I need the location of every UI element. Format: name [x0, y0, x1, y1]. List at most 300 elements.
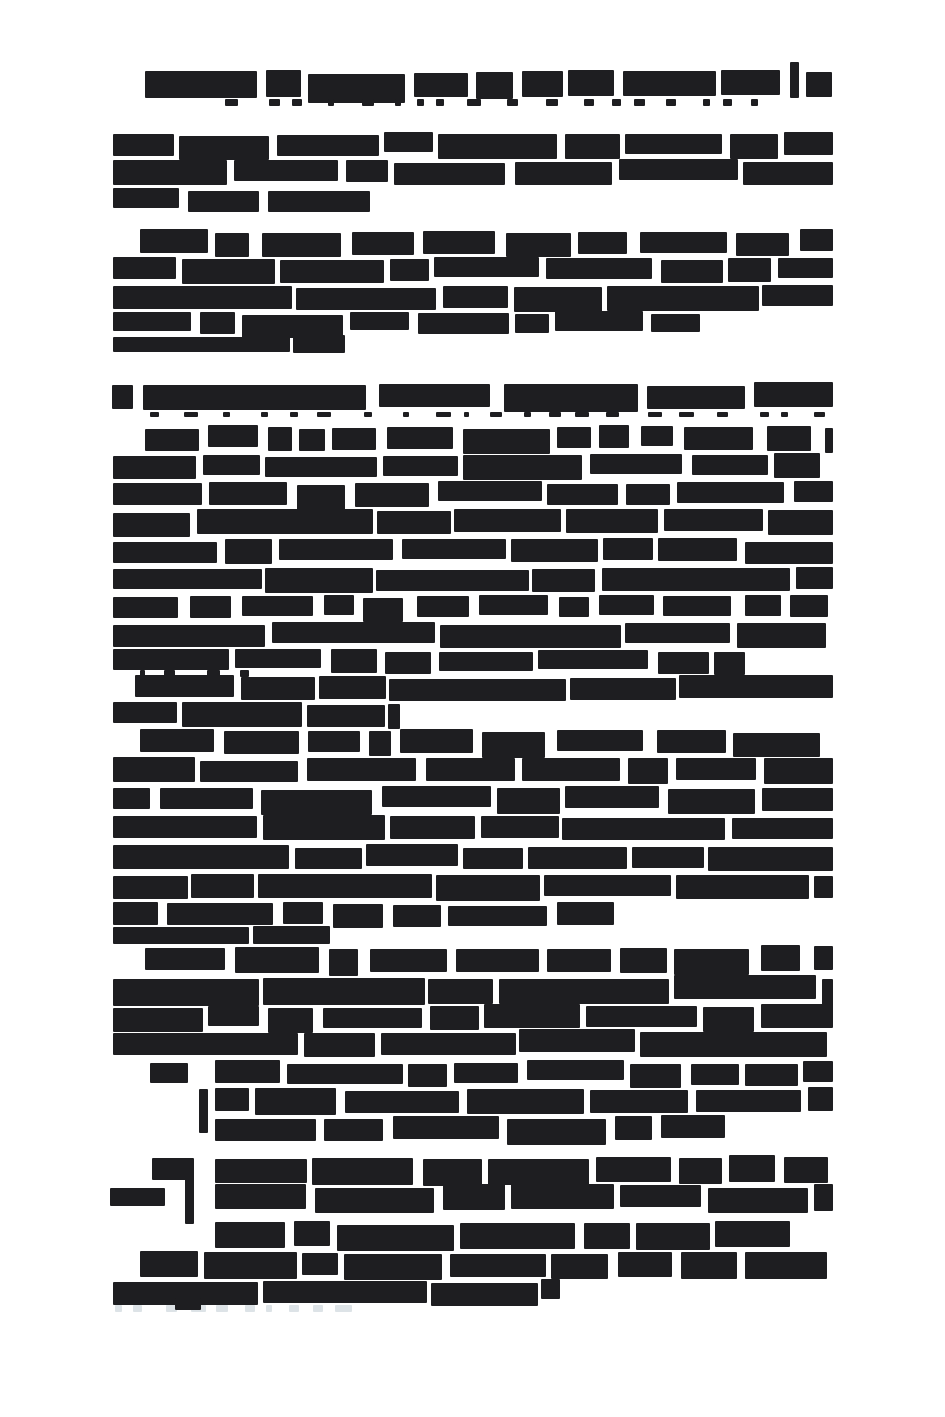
text-line [113, 134, 833, 156]
word-blob [658, 538, 737, 561]
word-blob [215, 1159, 307, 1183]
word-blob [417, 596, 469, 617]
word-blob [253, 926, 330, 944]
word-blob [499, 979, 669, 1004]
word-blob [541, 1279, 560, 1299]
word-blob [544, 875, 671, 896]
word-blob [293, 335, 345, 353]
word-blob [515, 314, 549, 333]
word-blob [235, 947, 319, 973]
word-blob [715, 1221, 790, 1247]
word-blob [721, 70, 780, 95]
word-blob [377, 511, 451, 534]
word-blob [708, 1188, 808, 1213]
word-blob [514, 287, 602, 312]
text-line [115, 1305, 360, 1312]
text-line [113, 1281, 560, 1303]
word-blob [307, 758, 416, 781]
word-blob [140, 729, 214, 752]
heading-enumerator-blob [112, 385, 133, 409]
word-blob [376, 570, 529, 591]
word-blob [454, 509, 561, 532]
word-blob [389, 679, 566, 701]
word-blob [113, 1033, 298, 1055]
word-blob [113, 902, 158, 925]
word-blob [596, 1157, 671, 1182]
word-blob [666, 99, 676, 106]
word-blob [454, 1063, 518, 1083]
word-blob [676, 758, 756, 780]
word-blob [191, 1305, 206, 1312]
word-blob [814, 876, 833, 898]
word-blob [363, 598, 403, 622]
word-blob [113, 134, 174, 156]
word-blob [261, 412, 268, 417]
text-line [113, 875, 833, 898]
word-blob [255, 1088, 336, 1115]
word-blob [135, 675, 234, 697]
text-line [113, 904, 625, 925]
text-line [113, 190, 370, 212]
word-blob [241, 677, 315, 700]
word-blob [528, 847, 627, 869]
word-blob [497, 788, 560, 814]
word-blob [188, 191, 259, 212]
text-line [113, 286, 833, 308]
word-blob [337, 1225, 454, 1251]
word-blob [289, 1305, 299, 1312]
word-blob [717, 412, 728, 417]
word-blob [764, 758, 833, 784]
word-blob [208, 1006, 259, 1026]
text-line [113, 313, 700, 333]
word-blob [200, 312, 235, 334]
word-blob [313, 1305, 323, 1312]
word-blob [511, 539, 598, 562]
word-blob [467, 99, 481, 106]
word-blob [515, 162, 612, 185]
word-blob [714, 652, 745, 675]
word-blob [160, 788, 253, 809]
text-line [113, 161, 833, 183]
word-blob [761, 1004, 833, 1028]
word-blob [668, 789, 755, 814]
word-blob [507, 99, 518, 106]
word-blob [439, 652, 533, 671]
word-blob [140, 670, 145, 677]
word-blob [450, 1254, 546, 1277]
word-blob [732, 818, 833, 839]
word-blob [443, 286, 508, 308]
word-blob [745, 1064, 798, 1086]
header-divider [790, 62, 799, 98]
word-blob [145, 71, 257, 98]
word-blob [436, 875, 540, 901]
word-blob [388, 704, 400, 729]
word-blob [263, 1281, 427, 1303]
word-blob [113, 257, 176, 279]
word-blob [428, 979, 493, 1004]
word-blob [272, 622, 435, 643]
word-blob [418, 313, 509, 334]
word-blob [333, 904, 383, 928]
word-blob [570, 678, 676, 700]
word-blob [209, 482, 287, 505]
word-blob [242, 596, 313, 616]
word-blob [784, 132, 833, 155]
word-blob [691, 1064, 739, 1085]
word-blob [586, 1006, 697, 1027]
word-blob [113, 312, 191, 331]
word-blob [319, 676, 386, 699]
text-line [113, 540, 833, 562]
word-blob [265, 457, 377, 477]
word-blob [225, 539, 272, 564]
word-blob [317, 412, 331, 417]
text-line [140, 1252, 833, 1276]
word-blob [743, 162, 833, 185]
word-blob [383, 456, 458, 476]
word-blob [315, 1188, 434, 1213]
word-blob [696, 1090, 801, 1112]
word-blob [677, 482, 784, 503]
word-blob [113, 569, 262, 589]
word-blob [234, 160, 338, 181]
word-blob [296, 288, 436, 310]
word-blob [615, 1116, 652, 1140]
word-blob [385, 652, 431, 674]
text-line [113, 624, 833, 646]
word-blob [423, 231, 495, 254]
word-blob [263, 978, 425, 1005]
text-line [215, 1223, 790, 1247]
word-blob [113, 927, 249, 944]
word-blob [266, 70, 301, 97]
word-blob [488, 1159, 589, 1185]
word-blob [549, 412, 561, 417]
word-blob [182, 259, 275, 284]
word-blob [393, 905, 441, 927]
word-blob [225, 99, 238, 106]
word-blob [438, 481, 542, 501]
word-blob [384, 132, 433, 152]
word-blob [794, 481, 833, 502]
word-blob [312, 1158, 413, 1185]
word-blob [482, 732, 545, 758]
word-blob [463, 848, 523, 869]
text-line [143, 384, 833, 409]
word-blob [204, 1252, 297, 1279]
word-blob [390, 259, 429, 281]
word-blob [651, 314, 700, 332]
text-line [145, 947, 833, 971]
word-blob [113, 513, 190, 537]
stray-blob [110, 1188, 165, 1206]
word-blob [283, 902, 323, 924]
word-blob [430, 1006, 479, 1030]
word-blob [767, 426, 811, 451]
word-blob [566, 509, 658, 533]
word-blob [223, 412, 230, 417]
word-blob [754, 382, 833, 407]
word-blob [602, 568, 790, 591]
word-blob [414, 73, 468, 97]
word-blob [679, 412, 694, 417]
word-blob [182, 702, 302, 727]
word-blob [612, 99, 621, 106]
word-blob [390, 816, 475, 839]
word-blob [203, 455, 260, 475]
word-blob [335, 1305, 352, 1312]
word-blob [113, 456, 196, 479]
word-blob [506, 233, 571, 257]
word-blob [262, 233, 341, 257]
word-blob [215, 1184, 306, 1209]
word-blob [113, 160, 227, 185]
word-blob [774, 453, 820, 478]
word-blob [626, 484, 670, 505]
word-blob [287, 1064, 403, 1084]
word-blob [679, 1158, 722, 1184]
word-blob [703, 1007, 754, 1032]
word-blob [679, 675, 833, 698]
word-blob [618, 1252, 672, 1277]
word-blob [266, 1305, 272, 1312]
text-line [113, 568, 833, 590]
word-blob [268, 427, 292, 451]
word-blob [207, 670, 220, 677]
word-blob [590, 454, 682, 474]
word-blob [546, 99, 558, 106]
word-blob [692, 455, 768, 475]
word-blob [663, 596, 731, 616]
word-blob [364, 412, 372, 417]
word-blob [661, 1115, 725, 1138]
tall-stroke [185, 1158, 194, 1224]
word-blob [215, 1060, 280, 1083]
text-line [215, 1062, 833, 1084]
word-blob [216, 1305, 228, 1312]
word-blob [676, 875, 809, 899]
word-blob [308, 731, 360, 752]
word-blob [463, 455, 582, 480]
word-blob [208, 425, 258, 447]
word-blob [634, 99, 645, 106]
word-blob [708, 847, 833, 871]
text-line [135, 677, 833, 700]
word-blob [113, 702, 177, 723]
word-blob [565, 786, 659, 808]
word-blob [522, 71, 563, 97]
word-blob [143, 385, 366, 410]
word-blob [295, 848, 362, 869]
word-blob [215, 1119, 316, 1141]
word-blob [796, 567, 833, 589]
word-blob [369, 731, 391, 756]
word-blob [215, 1222, 285, 1248]
text-line [113, 596, 833, 618]
word-blob [140, 229, 208, 253]
word-blob [140, 1251, 198, 1277]
word-blob [632, 847, 704, 868]
word-blob [524, 412, 531, 417]
text-line [113, 759, 833, 782]
word-blob [476, 72, 513, 99]
word-blob [113, 597, 178, 618]
text-line [113, 928, 330, 944]
word-blob [822, 979, 833, 1006]
word-blob [625, 623, 730, 643]
word-blob [113, 979, 259, 1006]
word-blob [640, 232, 727, 253]
word-blob [434, 257, 539, 277]
text-line [113, 651, 745, 672]
word-blob [619, 159, 738, 180]
word-blob [332, 428, 376, 450]
word-blob [551, 1254, 608, 1279]
word-blob [150, 412, 159, 417]
text-line [113, 846, 833, 869]
word-blob [200, 761, 298, 782]
word-blob [547, 484, 618, 505]
word-blob [408, 1064, 447, 1087]
word-blob [443, 1184, 505, 1210]
word-blob [490, 412, 502, 417]
text-line [113, 788, 833, 811]
word-blob [113, 876, 188, 899]
word-blob [568, 70, 614, 96]
word-blob [606, 412, 619, 417]
word-blob [307, 705, 385, 727]
word-blob [352, 232, 414, 255]
word-blob [607, 286, 759, 311]
word-blob [703, 99, 710, 106]
word-blob [507, 1119, 606, 1145]
word-blob [737, 623, 826, 648]
word-blob [145, 948, 225, 970]
text-line [113, 977, 833, 1001]
word-blob [436, 412, 451, 417]
word-blob [664, 509, 763, 531]
word-blob [641, 426, 673, 446]
word-blob [440, 625, 621, 648]
word-blob [723, 99, 732, 106]
word-blob [184, 412, 198, 417]
word-blob [584, 99, 594, 106]
word-blob [113, 788, 150, 809]
text-line [113, 704, 400, 727]
word-blob [190, 596, 231, 618]
word-blob [215, 233, 249, 257]
word-blob [145, 429, 199, 451]
word-blob [323, 1008, 422, 1028]
text-line [215, 1089, 833, 1113]
word-blob [268, 1008, 313, 1033]
word-blob [532, 569, 595, 592]
word-blob [728, 258, 771, 282]
word-blob [328, 99, 334, 106]
text-line [215, 1157, 833, 1181]
word-blob [113, 845, 289, 869]
word-blob [778, 258, 833, 278]
text-line [225, 99, 780, 106]
text-line [140, 231, 833, 253]
word-blob [308, 74, 405, 103]
word-blob [557, 730, 643, 751]
word-blob [261, 790, 372, 815]
word-blob [113, 337, 290, 352]
word-blob [395, 99, 401, 106]
word-blob [379, 384, 490, 407]
word-blob [463, 429, 550, 454]
word-blob [258, 874, 432, 898]
page-number-blob [806, 72, 832, 97]
word-blob [113, 625, 265, 647]
word-blob [467, 1089, 584, 1114]
word-blob [762, 285, 833, 306]
word-blob [115, 1305, 122, 1312]
word-blob [745, 542, 833, 564]
word-blob [167, 903, 273, 925]
word-blob [113, 1282, 258, 1305]
word-blob [113, 757, 195, 782]
word-blob [113, 483, 202, 505]
word-blob [814, 1184, 833, 1211]
word-blob [761, 945, 800, 971]
word-blob [620, 948, 667, 973]
word-blob [113, 1008, 203, 1032]
word-blob [299, 429, 325, 451]
word-blob [166, 1305, 177, 1312]
word-blob [426, 758, 515, 781]
word-blob [245, 1305, 255, 1312]
word-blob [684, 427, 753, 450]
word-blob [133, 1305, 142, 1312]
word-blob [681, 1252, 737, 1279]
word-blob [557, 427, 591, 448]
word-blob [381, 1033, 516, 1055]
word-blob [280, 260, 384, 283]
word-blob [562, 818, 725, 840]
word-blob [346, 160, 388, 182]
word-blob [240, 670, 249, 677]
word-blob [511, 1184, 614, 1209]
word-blob [790, 595, 828, 617]
word-blob [555, 311, 643, 331]
word-blob [599, 425, 629, 448]
word-blob [623, 71, 716, 96]
word-blob [297, 485, 345, 510]
word-blob [387, 427, 453, 449]
stray-blob [175, 1298, 201, 1310]
word-blob [265, 568, 373, 593]
word-blob [784, 1157, 828, 1183]
word-blob [603, 538, 653, 560]
word-blob [448, 906, 547, 926]
word-blob [751, 99, 758, 106]
word-blob [362, 99, 374, 106]
word-blob [803, 1061, 833, 1082]
word-blob [729, 1155, 775, 1182]
word-blob [479, 595, 548, 615]
word-blob [242, 315, 343, 338]
word-blob [235, 649, 321, 668]
word-blob [366, 844, 458, 866]
word-blob [559, 597, 589, 617]
word-blob [215, 1088, 249, 1111]
word-blob [781, 412, 788, 417]
word-blob [304, 1033, 375, 1057]
